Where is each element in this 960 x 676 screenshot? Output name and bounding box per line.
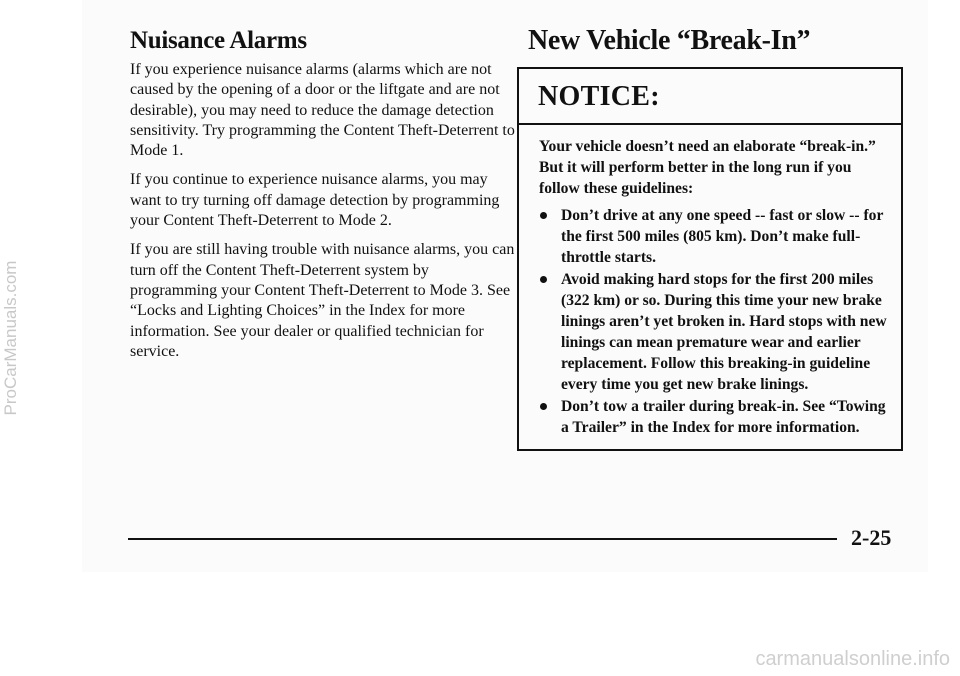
guideline-item xyxy=(539,205,889,268)
bullet-icon xyxy=(540,403,547,410)
break-in-heading: New Vehicle “Break-In” xyxy=(528,25,811,56)
paragraph-1: If you experience nuisance alarms (alarms which are not caused by the opening of a door or the liftgate and are not desirable), you may need to reduce the damage detection sensitivity. Try programming the Content Theft-Deterrent to Mode 1. xyxy=(130,61,515,160)
side-watermark-text: ProCarManuals.com xyxy=(1,260,20,416)
paragraph-2: If you continue to experience nuisance alarms, you may want to try turning off damage detection by programming your Content Theft-Deterrent to Mode 2. xyxy=(130,171,500,230)
guideline-text: Don’t tow a trailer during break-in. See “Towing a Trailer” in the Index for more information. xyxy=(561,398,886,436)
nuisance-alarms-heading: Nuisance Alarms xyxy=(130,27,307,54)
guideline-list xyxy=(539,205,889,438)
bottom-watermark: carmanualsonline.info xyxy=(755,648,950,670)
notice-body xyxy=(539,136,889,439)
footer-rule xyxy=(128,538,837,540)
notice-box xyxy=(517,67,903,451)
guideline-item xyxy=(539,269,889,395)
notice-intro: Your vehicle doesn’t need an elaborate “break-in.” But it will perform better in the long run if you follow these guidelines: xyxy=(539,138,876,197)
paragraph-3: If you are still having trouble with nuisance alarms, you can turn off the Content Theft-Deterrent system by programming your Content Theft-Deterrent to Mode 3. See “Locks and Lighting Choices” in the Index for more information. See your dealer or qualified technician for service. xyxy=(130,241,515,360)
page-number: 2-25 xyxy=(851,525,892,550)
side-watermark xyxy=(0,0,22,676)
notice-title: NOTICE: xyxy=(519,69,901,125)
guideline-item xyxy=(539,396,889,438)
bullet-icon xyxy=(540,276,547,283)
guideline-text: Don’t drive at any one speed -- fast or slow -- for the first 500 miles (805 km). Don’t make full-throttle starts. xyxy=(561,207,884,266)
guideline-text: Avoid making hard stops for the first 200 miles (322 km) or so. During this time your new brake linings aren’t yet broken in. Hard stops with new linings can mean premature wear and earlier replacement. Follow this breaking-in guideline every time you get new brake linings. xyxy=(561,271,887,393)
nuisance-alarms-text xyxy=(130,60,515,371)
bullet-icon xyxy=(540,212,547,219)
